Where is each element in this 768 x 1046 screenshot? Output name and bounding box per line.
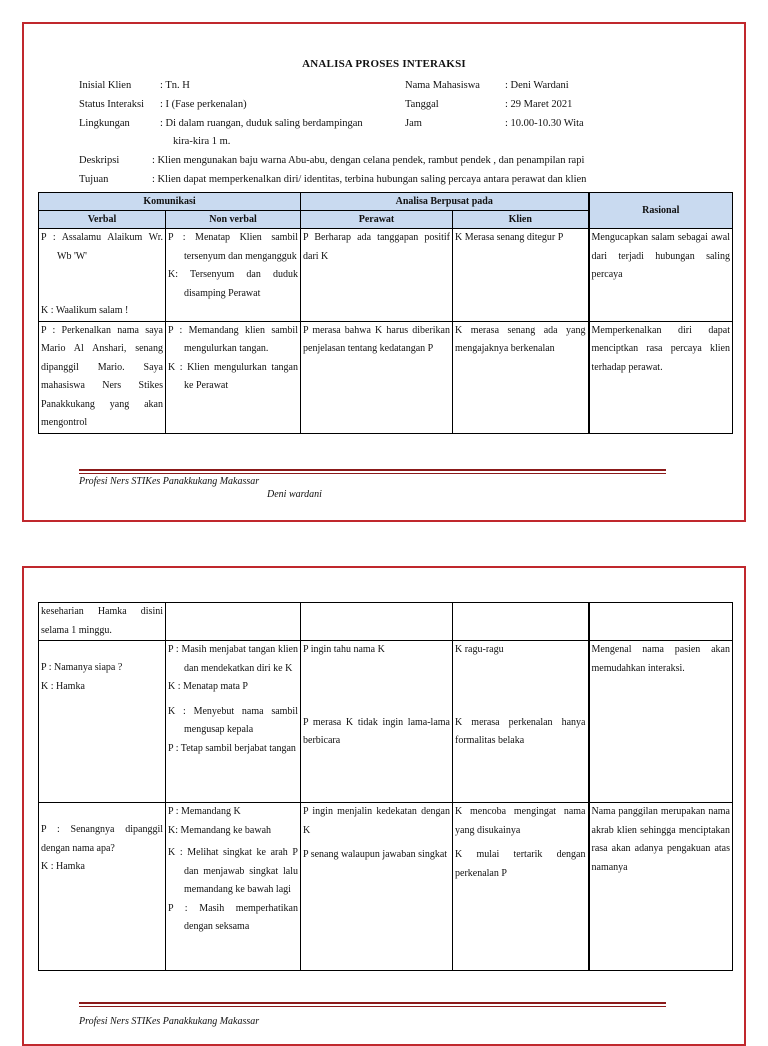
- header-rasional: Rasional: [589, 193, 733, 229]
- nonverbal-cell: [166, 321, 301, 433]
- document-title: ANALISA PROSES INTERAKSI: [302, 58, 466, 70]
- nama-label: Nama Mahasiswa: [405, 80, 480, 91]
- document-page-2: [22, 566, 746, 1046]
- interaction-table-page1: [38, 192, 733, 434]
- perawat-cell: [301, 803, 453, 971]
- footer-institution: Profesi Ners STIKes Panakkukang Makassar: [79, 1016, 260, 1027]
- verbal-line: P : Assalamu Alaikum Wr. Wb 'W': [41, 232, 163, 262]
- klien-line: K ragu-ragu: [455, 644, 504, 655]
- nonverbal-line: P : Masih memperhatikan dengan seksama: [168, 902, 298, 932]
- nonverbal-line: K : Klien mengulurkan tangan ke Perawat: [168, 361, 298, 391]
- verbal-line: K : Hamka: [41, 861, 85, 872]
- rasional-cell: [589, 603, 733, 641]
- deskripsi-label: Deskripsi: [79, 155, 120, 166]
- tanggal-value: : 29 Maret 2021: [505, 99, 573, 110]
- klien-line: K mencoba mengingat nama yang disukainya: [455, 806, 586, 836]
- rasional-cell: Mengenal nama pasien akan memudahkan interaksi.: [589, 641, 733, 803]
- perawat-cell: [301, 641, 453, 803]
- nonverbal-line: K : Menyebut nama sambil mengusap kepala: [168, 705, 298, 735]
- perawat-line: P ingin menjalin kedekatan dengan K: [303, 806, 450, 836]
- footer-rule: [79, 1002, 666, 1004]
- table-row: [39, 603, 733, 641]
- inisial-label: Inisial Klien: [79, 80, 132, 91]
- document-page-1: [22, 22, 746, 522]
- verbal-line: P : Senangnya dipanggil dengan nama apa?: [41, 824, 163, 854]
- verbal-line: P : Namanya siapa ?: [41, 662, 123, 673]
- nonverbal-cell: [166, 803, 301, 971]
- nama-value: : Deni Wardani: [505, 80, 569, 91]
- footer-rule: [79, 473, 666, 474]
- jam-value: : 10.00-10.30 Wita: [505, 118, 584, 129]
- header-komunikasi: Komunikasi: [39, 193, 301, 211]
- header-analisa: Analisa Berpusat pada: [301, 193, 589, 211]
- perawat-cell: P merasa bahwa K harus diberikan penjelasan tentang kedatangan P: [301, 321, 453, 433]
- footer-institution: Profesi Ners STIKes Panakkukang Makassar: [79, 476, 260, 487]
- table-row: [39, 803, 733, 971]
- table-row: [39, 641, 733, 803]
- header-perawat: Perawat: [301, 211, 453, 229]
- lingkungan-value-cont: kira-kira 1 m.: [173, 136, 231, 147]
- nonverbal-line: P : Menatap Klien sambil tersenyum dan mengangguk: [168, 232, 298, 262]
- verbal-line: K : Hamka: [41, 680, 85, 692]
- inisial-value: : Tn. H: [160, 80, 190, 91]
- perawat-cell: [301, 603, 453, 641]
- nonverbal-cell: [166, 641, 301, 803]
- nonverbal-line: P : Tetap sambil berjabat tangan: [168, 742, 296, 754]
- header-verbal: Verbal: [39, 211, 166, 229]
- nonverbal-line: K : Melihat singkat ke arah P dan menjawab singkat lalu memandang ke bawah lagi: [168, 847, 298, 895]
- nonverbal-line: P : Memandang K: [168, 806, 241, 817]
- verbal-cell: [39, 229, 166, 322]
- table-row: [39, 229, 733, 322]
- perawat-line: P senang walaupun jawaban singkat: [303, 849, 448, 860]
- footer-author: Deni wardani: [267, 489, 322, 500]
- verbal-cell: [39, 641, 166, 803]
- klien-line: K merasa perkenalan hanya formalitas belaka: [455, 716, 586, 746]
- status-value: : I (Fase perkenalan): [160, 99, 247, 110]
- rasional-cell: Nama panggilan merupakan nama akrab klien sehingga menciptakan rasa akan adanya pengakuan atas namanya: [589, 803, 733, 971]
- header-nonverbal: Non verbal: [166, 211, 301, 229]
- perawat-line: P ingin tahu nama K: [303, 644, 385, 655]
- klien-cell: K merasa senang ada yang mengajaknya berkenalan: [453, 321, 589, 433]
- jam-label: Jam: [405, 118, 422, 129]
- tujuan-value: : Klien dapat memperkenalkan diri/ identitas, terbina hubungan saling percaya antara perawat dan klien: [152, 174, 587, 185]
- nonverbal-line: K : Menatap mata P: [168, 681, 248, 692]
- rasional-cell: Memperkenalkan diri dapat menciptkan rasa percaya klien terhadap perawat.: [589, 321, 733, 433]
- lingkungan-label: Lingkungan: [79, 118, 130, 129]
- rasional-cell: Mengucapkan salam sebagai awal dari terjadi hubungan saling percaya: [589, 229, 733, 322]
- deskripsi-value: : Klien mengunakan baju warna Abu-abu, dengan celana pendek, rambut pendek , dan penampilan rapi: [152, 155, 585, 166]
- perawat-line: P merasa K tidak ingin lama-lama berbicara: [303, 716, 450, 746]
- klien-line: K mulai tertarik dengan perkenalan P: [455, 849, 586, 879]
- klien-cell: K Merasa senang ditegur P: [453, 229, 589, 322]
- verbal-cell: keseharian Hamka disini selama 1 minggu.: [39, 603, 166, 641]
- nonverbal-line: P : Memandang klien sambil mengulurkan tangan.: [168, 324, 298, 354]
- klien-cell: [453, 603, 589, 641]
- footer-rule: [79, 1006, 666, 1007]
- table-row: [39, 321, 733, 433]
- verbal-cell: [39, 803, 166, 971]
- klien-cell: [453, 803, 589, 971]
- nonverbal-line: K: Tersenyum dan duduk disamping Perawat: [168, 269, 298, 299]
- nonverbal-line: P : Masih menjabat tangan klien dan mendekatkan diri ke K: [168, 644, 298, 674]
- lingkungan-value: : Di dalam ruangan, duduk saling berdampingan: [160, 118, 363, 129]
- nonverbal-line: K: Memandang ke bawah: [168, 824, 272, 836]
- interaction-table-page2: [38, 602, 733, 971]
- footer-rule: [79, 469, 666, 471]
- status-label: Status Interaksi: [79, 99, 145, 110]
- tanggal-label: Tanggal: [405, 99, 439, 110]
- header-klien: Klien: [453, 211, 589, 229]
- klien-cell: [453, 641, 589, 803]
- tujuan-label: Tujuan: [79, 174, 109, 185]
- verbal-cell: P : Perkenalkan nama saya Mario Al Anshari, senang dipanggil Mario. Saya mahasiswa Ners Stikes Panakkukang yang akan mengontrol: [39, 321, 166, 433]
- nonverbal-cell: [166, 229, 301, 322]
- perawat-cell: P Berharap ada tanggapan positif dari K: [301, 229, 453, 322]
- verbal-line: K : Waalikum salam !: [41, 305, 129, 316]
- nonverbal-cell: [166, 603, 301, 641]
